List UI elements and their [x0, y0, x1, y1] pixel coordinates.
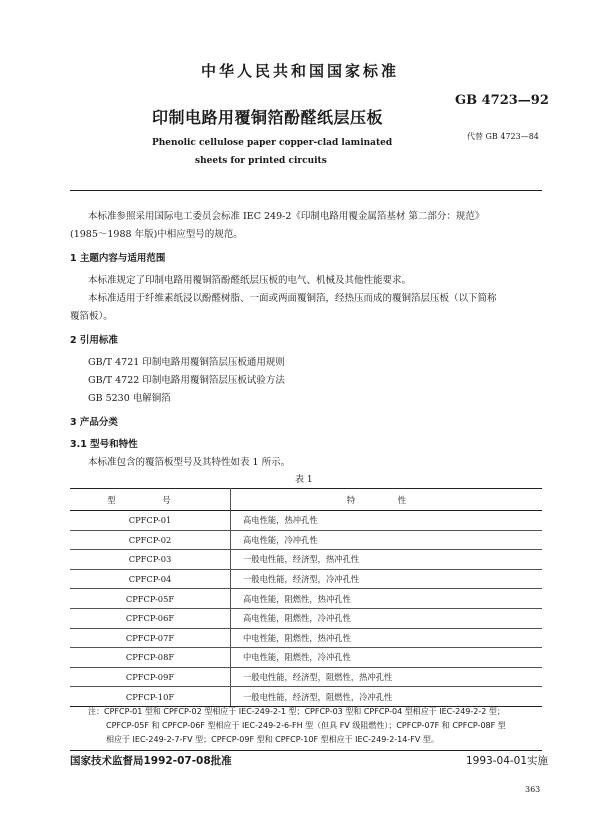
- section3-1-text: 本标准包含的覆箔板型号及其特性如表 1 所示。: [88, 457, 291, 468]
- document-title-en-line2: sheets for printed circuits: [195, 156, 327, 166]
- table-header-type: 型 号: [70, 489, 231, 511]
- replaces-standard: 代替 GB 4723—84: [467, 132, 539, 141]
- reference-item: GB 5230 电解铜箔: [88, 393, 171, 404]
- type-cell: CPFCP-08F: [70, 648, 231, 668]
- section1-para1: 本标准规定了印制电路用覆铜箔酚醛纸层压板的电气、机械及其他性能要求。: [88, 275, 412, 286]
- implementation-date: 1993-04-01实施: [466, 755, 549, 767]
- table-note-line3: 相应于 IEC-249-2-7-FV 型；CPFCP-09F 型和 CPFCP-10F 型相应于 IEC-249-2-14-FV 型。: [106, 735, 439, 744]
- characteristics-cell: 一般电性能，经济型，冷冲孔性: [231, 569, 543, 589]
- table-row: [70, 550, 542, 570]
- page-number: 363: [525, 785, 541, 794]
- section1-para2-line2: 覆箔板）。: [70, 311, 113, 322]
- table-caption: 表 1: [295, 475, 313, 485]
- type-cell: CPFCP-09F: [70, 667, 231, 687]
- country-standard-title: 中华人民共和国国家标准: [200, 62, 399, 80]
- section2-heading: 2 引用标准: [70, 335, 118, 346]
- section1-para2-line1: 本标准适用于纤维素纸浸以酚醛树脂、一面或两面覆铜箔，经热压而成的覆铜箔层压板（以下简称: [88, 293, 497, 304]
- characteristics-cell: 中电性能，阻燃性，热冲孔性: [231, 628, 543, 648]
- type-cell: CPFCP-02: [70, 530, 231, 550]
- section3-1-heading: 3.1 型号和特性: [70, 439, 138, 450]
- document-title-en-line1: Phenolic cellulose paper copper-clad laminated: [152, 138, 393, 148]
- header-divider: [70, 190, 542, 191]
- table-row: [70, 648, 542, 668]
- approval-date: 国家技术监督局1992-07-08批准: [70, 755, 232, 767]
- table-note-line1: 注：CPFCP-01 型和 CPFCP-02 型相应于 IEC-249-2-1 型；CPFCP-03 型和 CPFCP-04 型相应于 IEC-249-2-2 型；: [88, 707, 505, 716]
- characteristics-cell: 高电性能，阻燃性，热冲孔性: [231, 589, 543, 609]
- table-row: [70, 687, 542, 707]
- characteristics-cell: 高电性能，热冲孔性: [231, 511, 543, 531]
- type-cell: CPFCP-05F: [70, 589, 231, 609]
- characteristics-cell: 一般电性能，经济型，阻燃性，热冲孔性: [231, 667, 543, 687]
- table-row: [70, 608, 542, 628]
- intro-line1: 本标准参照采用国际电工委员会标准 IEC 249-2《印制电路用覆金属箔基材 第二部分：规范》: [88, 211, 485, 222]
- type-cell: CPFCP-10F: [70, 687, 231, 707]
- type-cell: CPFCP-07F: [70, 628, 231, 648]
- section1-heading: 1 主题内容与适用范围: [70, 253, 166, 264]
- characteristics-cell: 高电性能，冷冲孔性: [231, 530, 543, 550]
- type-cell: CPFCP-04: [70, 569, 231, 589]
- table-row: [70, 530, 542, 550]
- characteristics-cell: 一般电性能，经济型，热冲孔性: [231, 550, 543, 570]
- type-cell: CPFCP-03: [70, 550, 231, 570]
- table-row: [70, 511, 542, 531]
- table-header-characteristics: 特 性: [231, 489, 543, 511]
- intro-line2: (1985～1988 年版)中相应型号的规范。: [70, 229, 243, 240]
- table-row: [70, 667, 542, 687]
- product-type-table: [70, 488, 542, 707]
- type-cell: CPFCP-01: [70, 511, 231, 531]
- footer-divider: [70, 750, 542, 751]
- reference-item: GB/T 4721 印制电路用覆铜箔层压板通用规则: [88, 357, 285, 368]
- section3-heading: 3 产品分类: [70, 417, 118, 428]
- reference-item: GB/T 4722 印制电路用覆铜箔层压板试验方法: [88, 375, 285, 386]
- characteristics-cell: 高电性能，阻燃性，冷冲孔性: [231, 608, 543, 628]
- table-row: [70, 569, 542, 589]
- document-title-cn: 印制电路用覆铜箔酚醛纸层压板: [152, 108, 384, 127]
- type-cell: CPFCP-06F: [70, 608, 231, 628]
- characteristics-cell: 中电性能，阻燃性，冷冲孔性: [231, 648, 543, 668]
- standard-number: GB 4723—92: [455, 93, 549, 108]
- characteristics-cell: 一般电性能，经济型，阻燃性，冷冲孔性: [231, 687, 543, 707]
- table-note-line2: CPFCP-05F 和 CPFCP-06F 型相应于 IEC-249-2-6-FH 型（但具 FV 级阻燃性）；CPFCP-07F 和 CPFCP-08F 型: [106, 721, 506, 730]
- table-row: [70, 628, 542, 648]
- table-header-row: [70, 489, 542, 511]
- table-row: [70, 589, 542, 609]
